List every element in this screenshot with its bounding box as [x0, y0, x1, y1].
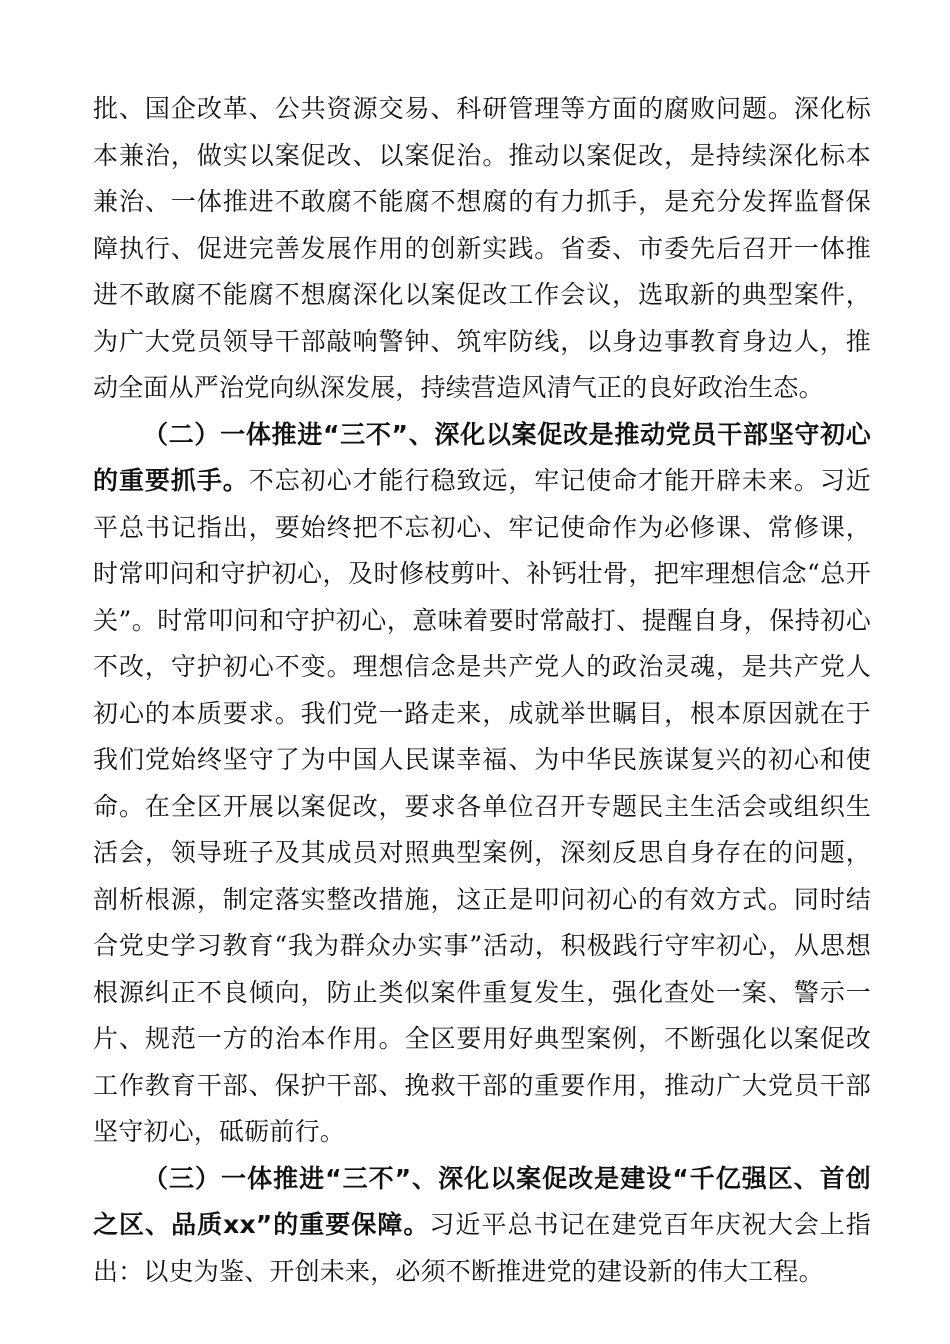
document-body: [93, 86, 871, 1295]
section-heading: （三）一体推进“三不”、深化以案促改是建设“千亿强区、首创之区、品质xx”的重要保障。: [93, 1163, 871, 1239]
paragraph-text: 习近平总书记在建党百年庆祝大会上指出：以史为鉴、开创未来，必须不断推进党的建设新的伟大工程。: [93, 1210, 871, 1286]
paragraph-section-3: [93, 1156, 871, 1296]
section-heading: （二）一体推进“三不”、深化以案促改是推动党员干部坚守初心的重要抓手。: [93, 419, 871, 495]
paragraph-text: 不忘初心才能行稳致远，牢记使命才能开辟未来。习近平总书记指出，要始终把不忘初心、牢记使命作为必修课、常修课，时常叩问和守护初心，及时修枝剪叶、补钙壮骨，把牢理想信念“总开关”。时常叩问和守护初心，意味着要时常敲打、提醒自身，保持初心不改，守护初心不变。理想信念是共产党人的政治灵魂，是共产党人初心的本质要求。我们党一路走来，成就举世瞩目，根本原因就在于我们党始终坚守了为中国人民谋幸福、为中华民族谋复兴的初心和使命。在全区开展以案促改，要求各单位召开专题民主生活会或组织生活会，领导班子及其成员对照典型案例，深刻反思自身存在的问题，剖析根源，制定落实整改措施，这正是叩问初心的有效方式。同时结合党史学习教育“我为群众办实事”活动，积极践行守牢初心，从思想根源纠正不良倾向，防止类似案件重复发生，强化查处一案、警示一片、规范一方的治本作用。全区要用好典型案例，不断强化以案促改工作教育干部、保护干部、挽救干部的重要作用，推动广大党员干部坚守初心，砥砺前行。: [93, 466, 871, 1146]
paragraph-text: 批、国企改革、公共资源交易、科研管理等方面的腐败问题。深化标本兼治，做实以案促改、以案促治。推动以案促改，是持续深化标本兼治、一体推进不敢腐不能腐不想腐的有力抓手，是充分发挥监督保障执行、促进完善发展作用的创新实践。省委、市委先后召开一体推进不敢腐不能腐不想腐深化以案促改工作会议，选取新的典型案件，为广大党员领导干部敲响警钟、筑牢防线，以身边事教育身边人，推动全面从严治党向纵深发展，持续营造风清气正的良好政治生态。: [93, 94, 871, 402]
paragraph-section-2: [93, 412, 871, 1156]
paragraph-continued: [93, 86, 871, 412]
